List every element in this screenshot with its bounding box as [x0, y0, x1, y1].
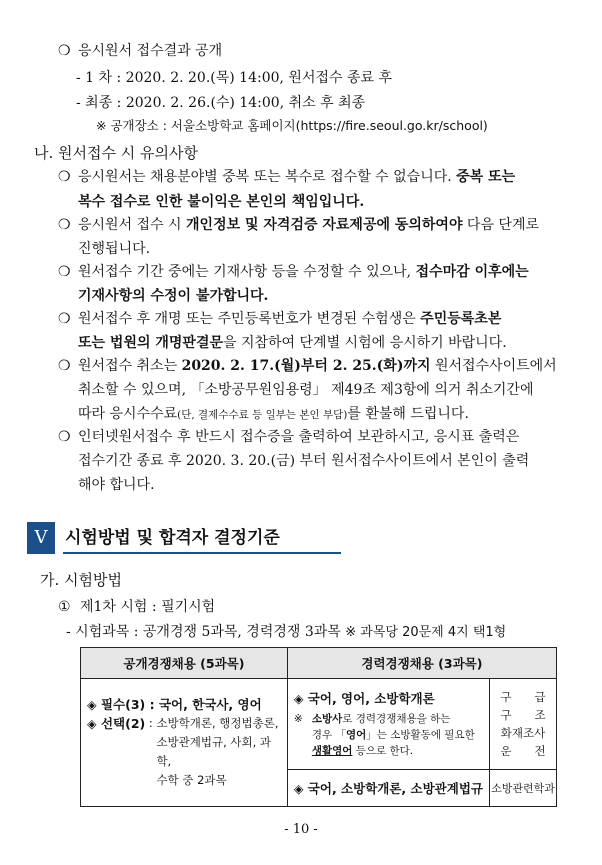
- open-subjects-cell: [81, 679, 288, 807]
- table-header-career: 경력경쟁채용 (3과목): [287, 648, 556, 679]
- hollow-circle-icon: ❍: [58, 264, 71, 280]
- hollow-circle-icon: ❍: [58, 429, 71, 445]
- caution-4-line-1: ❍ 원서접수 후 개명 또는 주민등록번호가 변경된 수험생은 주민등록초본: [58, 311, 502, 327]
- caution-5-line-1: ❍ 원서접수 취소는 2020. 2. 17.(월)부터 2. 25.(화)까지 원서접수사이트에서: [58, 358, 557, 374]
- caution-5-line-2: 취소할 수 있으며, 「소방공무원임용령」 제49조 제3항에 의거 취소기간에: [78, 382, 534, 398]
- caution-2-line-1: ❍ 응시원서 접수 시 개인정보 및 자격검증 자료제공에 동의하여야 다음 단계로: [58, 217, 540, 233]
- section-number: V: [27, 522, 55, 554]
- cautions-heading: 나. 원서접수 시 유의사항: [34, 144, 198, 162]
- section-title: 시험방법 및 합격자 결정기준: [65, 528, 280, 548]
- caution-5-line-3: 따라 응시수수료(단, 결제수수료 등 일부는 본인 부담)를 환불해 드립니다.: [78, 406, 469, 422]
- hollow-circle-icon: ❍: [58, 217, 71, 233]
- caution-3-line-2: 기재사항의 수정이 불가합니다.: [78, 288, 269, 304]
- results-note: ※ 공개장소 : 서울소방학교 홈페이지(https://fire.seoul.go.kr/school): [96, 118, 488, 133]
- career-row-1-note: ※ 소방사로 경력경쟁채용을 하는 경우 「영어」는 소방활동에 필요한 생활영어 등으로 한다.: [293, 713, 475, 757]
- caution-6-line-2: 접수기간 종료 후 2020. 3. 20.(금) 부터 원서접수사이트에서 본인이 출력: [78, 453, 530, 469]
- career-row-1-categories: 구 급 구 조 화재조사 운 전: [490, 679, 557, 770]
- hollow-circle-icon: ❍: [58, 43, 71, 59]
- required-subjects: ◈ 필수(3) : 국어, 한국사, 영어: [87, 697, 262, 712]
- results-line-2: - 최종 : 2020. 2. 26.(수) 14:00, 취소 후 최종: [76, 95, 366, 111]
- optional-subjects: ◈ 선택(2) : 소방학개론, 행정법총론, 소방관계법규, 사회, 과학, 수학 중 2과목: [87, 716, 279, 787]
- page-number: - 10 -: [284, 822, 318, 837]
- method-subjects: - 시험과목 : 공개경쟁 5과목, 경력경쟁 3과목 ※ 과목당 20문제 4지 택1형: [66, 624, 507, 640]
- results-line-1: - 1 차 : 2020. 2. 20.(목) 14:00, 원서접수 종료 후: [76, 70, 392, 86]
- caution-1-line-2: 복수 접수로 인한 불이익은 본인의 책임입니다.: [78, 194, 365, 210]
- caution-6-line-3: 해야 합니다.: [78, 477, 155, 493]
- circled-number: ①: [58, 599, 71, 615]
- caution-3-line-1: ❍ 원서접수 기간 중에는 기재사항 등을 수정할 수 있으나, 접수마감 이후에는: [58, 264, 529, 280]
- table-header-open: 공개경쟁채용 (5과목): [81, 648, 288, 679]
- method-item: ① 제1차 시험 : 필기시험: [58, 599, 216, 615]
- career-row-1-subjects: ◈ 국어, 영어, 소방학개론 ※ 소방사로 경력경쟁채용을 하는 경우 「영어」는 소방활동에 필요한 생활영어 등으로 한다.: [287, 679, 489, 770]
- hollow-circle-icon: ❍: [58, 169, 71, 185]
- exam-subject-table: [80, 647, 557, 807]
- results-title: ❍ 응시원서 접수결과 공개: [58, 43, 223, 59]
- caution-1-line-1: ❍ 응시원서는 채용분야별 중복 또는 복수로 접수할 수 없습니다. 중복 또는: [58, 169, 516, 185]
- hollow-circle-icon: ❍: [58, 358, 71, 374]
- caution-6-line-1: ❍ 인터넷원서접수 후 반드시 접수증을 출력하여 보관하시고, 응시표 출력은: [58, 429, 520, 445]
- hollow-circle-icon: ❍: [58, 311, 71, 327]
- career-row-2-category: 소방관련학과: [490, 770, 557, 807]
- method-heading: 가. 시험방법: [40, 571, 122, 589]
- section-underline: [63, 552, 341, 554]
- career-row-2-subjects: ◈ 국어, 소방학개론, 소방관계법규: [287, 770, 489, 807]
- caution-4-line-2: 또는 법원의 개명판결문을 지참하여 단계별 시험에 응시하기 바랍니다.: [78, 335, 507, 351]
- caution-2-line-2: 진행됩니다.: [78, 241, 151, 257]
